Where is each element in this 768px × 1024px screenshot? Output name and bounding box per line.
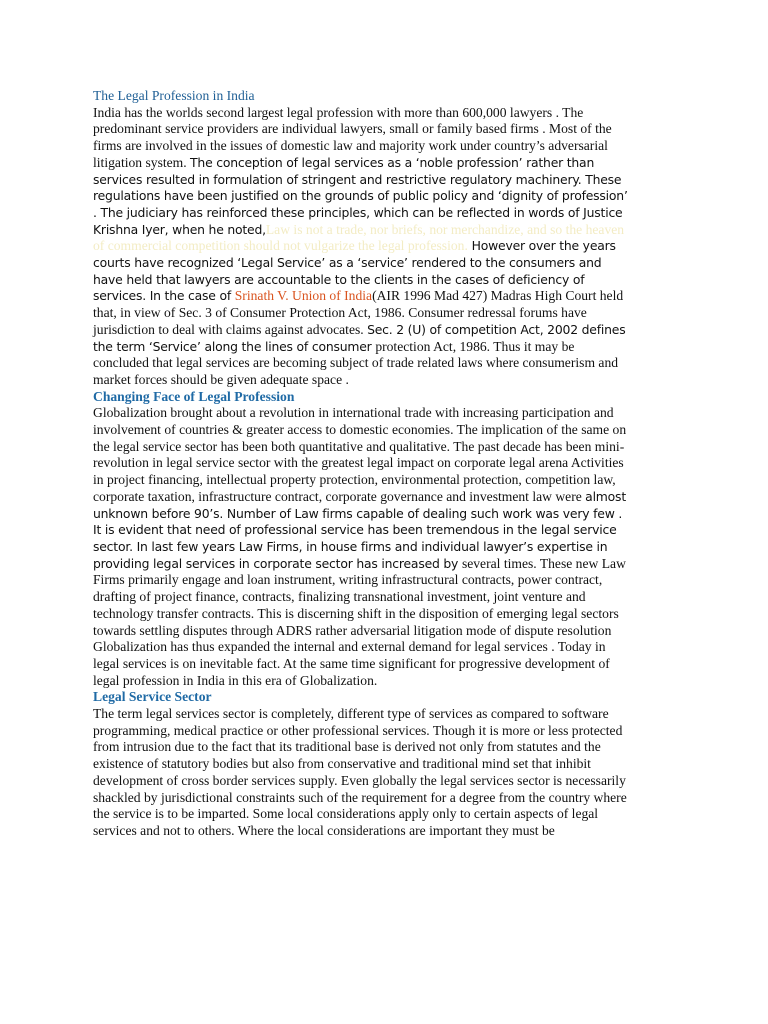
paragraph-text: several times. These new Law Firms primarily engage and loan instrument, writing infrastructural contracts, power contract, drafting of project finance, contracts, finalizing transnational investment, joint venture and technology transfer contracts. This is discerning shift in the disposition of emerging legal sectors towards settling disputes through ADRS rather adversarial litigation mode of dispute resolution Globalization has thus expanded the internal and external demand for legal services . Today in legal services is on inevitable fact. At the same time significant for progressive development of legal profession in India in this era of Globalization.	[93, 555, 626, 688]
section-heading-changing-face: Changing Face of Legal Profession	[93, 388, 295, 404]
paragraph-legal-service-sector: The term legal services sector is completely, different type of services as compared to software programming, medical practice or other professional services. Though it is more or less protected from intrusion due to the fact that its traditional base is derived not only from statutes and the existence of statutory bodies but also from conservative and traditional mind set that inhibit development of cross border services supply. Even globally the legal services sector is necessarily shackled by jurisdictional constraints such of the requirement for a degree from the country where the service is to be imparted. Some local considerations apply only to certain aspects of legal services and not to others. Where the local considerations are important they must be	[93, 706, 627, 838]
paragraph-text: Globalization brought about a revolution in international trade with increasing participation and involvement of countries & greater access to domestic economies. The implication of the same on the legal service sector has been both quantitative and qualitative. The past decade has been mini-revolution in legal service sector with the greatest legal impact on corporate legal arena Activities in project financing, intellectual property protection, environmental protection, competition law, corporate taxation, infrastructure contract, corporate governance and investment law were	[93, 405, 627, 504]
section-heading-legal-profession: The Legal Profession in India	[93, 88, 255, 103]
paragraph-text-sans: The conception of legal services as a ‘noble profession’ rather than services resulted in formulation of stringent and restrictive regulatory machinery. These regulations have been justified on the grounds of public policy and ‘dignity of profession’ . The judiciary has reinforced these principles, which can be reflected in words of Justice Krishna Iyer, when he noted,	[93, 154, 628, 237]
paragraph-legal-profession	[93, 105, 633, 389]
paragraph-text-sans: almost unknown before 90’s. Number of Law firms capable of dealing such work was very few . It is evident that need of professional service has been tremendous in the legal service sector. In last few years Law Firms, in house firms and individual lawyer’s expertise in providing legal services in corporate sector has increased by	[93, 488, 626, 571]
paragraph-text: India has the worlds second largest legal profession with more than 600,000 lawyers . The predominant service providers are individual lawyers, small or family based firms . Most of the firms are involved in the issues of domestic law and majority work under country’s adversarial litigation system.	[93, 104, 612, 170]
paragraph-changing-face	[93, 405, 633, 689]
paragraph-text-sans: However over the years courts have recognized ‘Legal Service’ as a ‘service’ rendered to the consumers and have held that lawyers are accountable to the clients in the cases of deficiency of services. In the case of	[93, 238, 616, 304]
document-body	[93, 88, 633, 840]
paragraph-text-sans: Sec. 2 (U) of competition Act, 2002 defines the term ‘Service’ along the lines of consumer	[93, 321, 626, 354]
case-citation-link[interactable]: Srinath V. Union of India	[234, 288, 373, 304]
paragraph-text: (AIR 1996 Mad 427) Madras High Court held that, in view of Sec. 3 of Consumer Protection Act, 1986. Consumer redressal forums have jurisdiction to deal with claims against advocates.	[93, 288, 624, 337]
paragraph-text: protection Act, 1986. Thus it may be concluded that legal services are becoming subject of trade related laws where consumerism and market forces should be given adequate space .	[93, 338, 619, 387]
section-heading-legal-service-sector: Legal Service Sector	[93, 689, 212, 705]
faded-quote: Law is not a trade, nor briefs, nor merchandize, and so the heaven of commercial competition should not vulgarize the legal profession.	[93, 221, 625, 254]
